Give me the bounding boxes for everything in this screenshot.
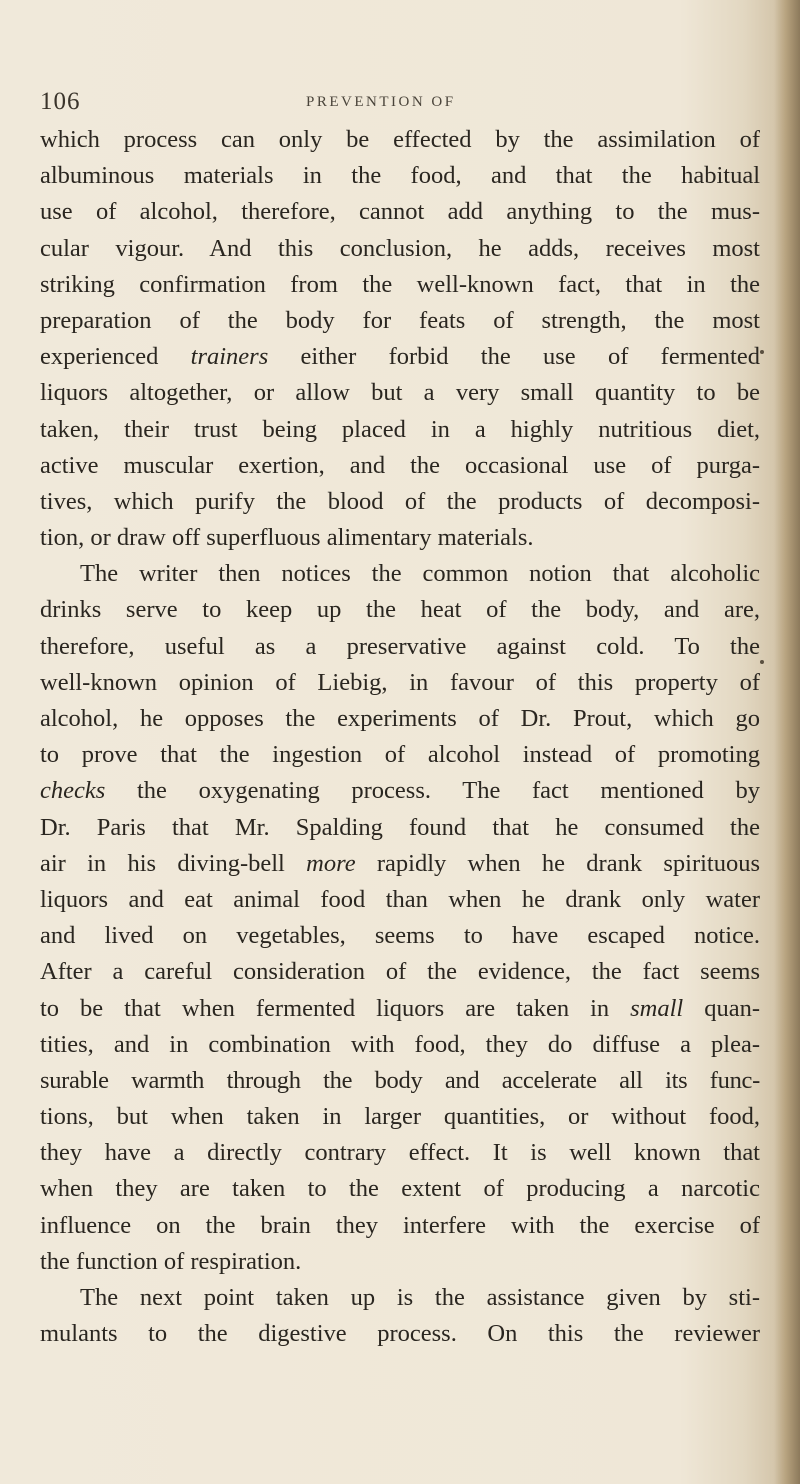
text-line [40,592,760,628]
text-line [40,773,760,809]
text-line [40,448,760,484]
text-segment: tions, but when taken in larger quantities, or without food, [40,1103,760,1131]
text-line [40,954,760,990]
text-line [40,882,760,918]
text-line [40,520,760,556]
text-segment: surable warmth through the body and accelerate all its func- [40,1066,760,1094]
text-segment: tives, which purify the blood of the products of decomposi- [40,487,760,515]
text-line [40,1171,760,1207]
text-line [40,701,760,737]
text-line [40,1099,760,1135]
italic-text: checks [40,777,106,805]
text-line [40,231,760,267]
text-line [40,303,760,339]
text-segment: therefore, useful as a preservative against cold. To the [40,632,760,660]
text-line [40,1208,760,1244]
edge-speck [760,660,764,664]
body-text [40,122,760,1352]
text-segment: they have a directly contrary effect. It is well known that [40,1139,760,1167]
text-segment: liquors and eat animal food than when he drank only water [40,885,760,913]
text-segment: the oxygenating process. The fact mentioned by [105,777,760,805]
italic-text: trainers [190,343,269,371]
text-segment: After a careful consideration of the evidence, the fact seems [40,958,760,986]
text-line [40,629,760,665]
text-line [40,665,760,701]
text-segment: cular vigour. And this conclusion, he adds, receives most [40,234,760,262]
page-number: 106 [40,88,81,115]
text-segment: rapidly when he drank spirituous [355,849,760,877]
text-segment: when they are taken to the extent of producing a narcotic [40,1175,760,1203]
text-line [40,1316,760,1352]
edge-speck [760,350,764,354]
text-segment: albuminous materials in the food, and that the habitual [40,162,760,190]
text-line [40,484,760,520]
text-line [40,339,760,375]
text-segment: tities, and in combination with food, they do diffuse a plea- [40,1030,760,1058]
text-segment: influence on the brain they interfere with the exercise of [40,1211,760,1239]
text-segment: active muscular exertion, and the occasional use of purga- [40,451,760,479]
text-line [40,1027,760,1063]
text-line [40,846,760,882]
text-segment: alcohol, he opposes the experiments of Dr. Prout, which go [40,705,760,732]
running-head [40,88,780,118]
text-segment: quan- [683,994,760,1022]
text-segment: preparation of the body for feats of strength, the most [40,306,760,334]
text-segment: The next point taken up is the assistance given by sti- [80,1284,760,1311]
text-line [40,375,760,411]
text-line [40,158,760,194]
text-line [40,1063,760,1099]
text-line [40,810,760,846]
text-line [40,918,760,954]
text-segment: well-known opinion of Liebig, in favour of this property of [40,668,760,696]
text-line [40,737,760,773]
text-segment: experienced [40,343,191,371]
text-segment: to be that when fermented liquors are taken in [40,994,631,1022]
running-head-title: PREVENTION OF [306,94,456,110]
text-segment: Dr. Paris that Mr. Spalding found that he consumed the [40,813,760,841]
text-line [40,194,760,230]
text-segment: either forbid the use of fermented [268,343,760,371]
text-segment: to prove that the ingestion of alcohol instead of promoting [40,741,760,769]
page-binding-edge [774,0,800,1484]
text-segment: liquors altogether, or allow but a very small quantity to be [40,379,760,407]
text-line [40,991,760,1027]
italic-text: more [306,849,356,877]
text-segment: air in his diving-bell [40,849,307,877]
text-segment: striking confirmation from the well-known fact, that in the [40,270,760,298]
text-segment: mulants to the digestive process. On this the reviewer [40,1320,760,1348]
text-line [40,122,760,158]
text-line [40,267,760,303]
text-segment: and lived on vegetables, seems to have escaped notice. [40,922,760,950]
text-line [40,1280,760,1316]
text-line [40,1135,760,1171]
text-segment: the function of respiration. [40,1247,302,1275]
text-segment: tion, or draw off superfluous alimentary materials. [40,524,534,552]
text-line [40,556,760,592]
text-line [40,1244,760,1280]
italic-text: small [630,994,684,1022]
text-segment: taken, their trust being placed in a highly nutritious diet, [40,415,760,443]
text-line [40,412,760,448]
text-segment: use of alcohol, therefore, cannot add anything to the mus- [40,198,760,226]
text-segment: drinks serve to keep up the heat of the body, and are, [40,596,760,624]
text-segment: The writer then notices the common notion that alcoholic [80,560,760,588]
text-segment: which process can only be effected by the assimilation of [40,126,760,153]
